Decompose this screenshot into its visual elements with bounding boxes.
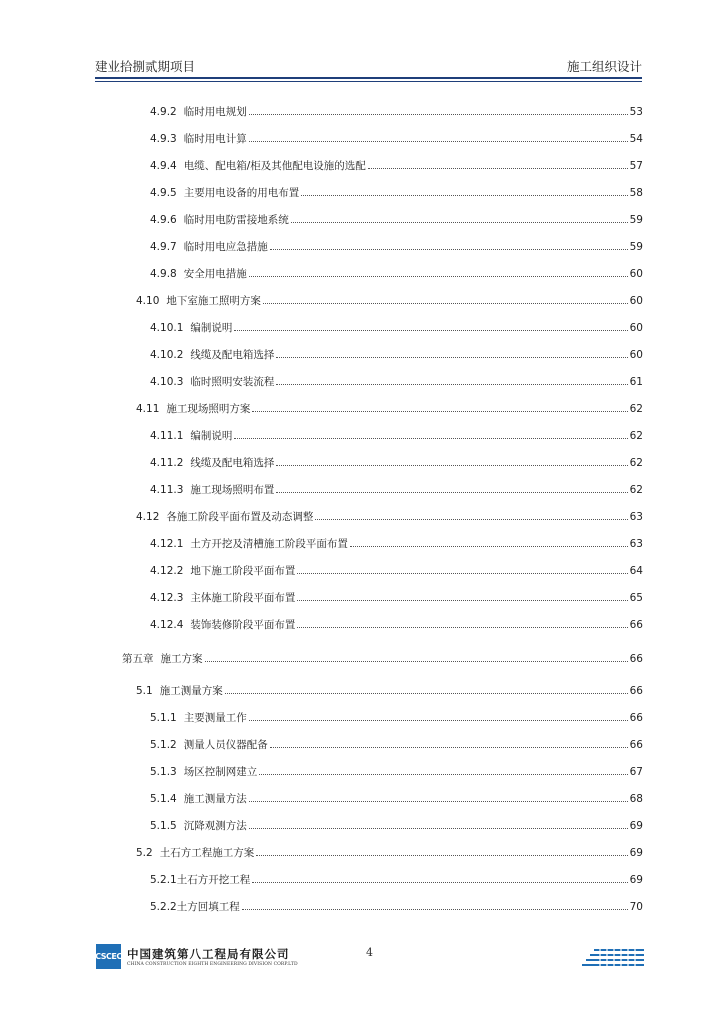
toc-entry-title: 各施工阶段平面布置及动态调整	[166, 511, 314, 523]
toc-entry-title: 线缆及配电箱选择	[190, 457, 275, 469]
company-name-cn: 中国建筑第八工程局有限公司	[127, 947, 290, 961]
toc-entry[interactable]	[136, 293, 643, 307]
header-rule	[95, 77, 642, 79]
toc-entry-number: 4.12.3	[150, 592, 184, 604]
toc-entry-title: 测量人员仪器配备	[183, 739, 268, 751]
toc-entry[interactable]	[150, 563, 643, 577]
toc-entry-page: 62	[629, 457, 643, 469]
toc-entry-number: 5.2	[136, 847, 153, 859]
toc-entry-number: 4.10.2	[150, 349, 184, 361]
cscec-logo	[96, 944, 121, 969]
toc-dot-leader	[297, 573, 627, 574]
toc-entry-page: 66	[629, 739, 643, 751]
toc-entry-title: 编制说明	[190, 322, 233, 334]
toc-dot-leader	[259, 774, 627, 775]
toc-entry[interactable]	[150, 428, 643, 442]
document-title: 施工组织设计	[566, 59, 642, 74]
toc-entry-title: 主体施工阶段平面布置	[190, 592, 296, 604]
toc-dot-leader	[249, 720, 628, 721]
toc-dot-leader	[234, 438, 627, 439]
logo-text: CSCEC	[95, 952, 122, 961]
toc-entry-number: 5.2.1	[150, 874, 177, 886]
toc-entry[interactable]	[150, 482, 643, 496]
toc-entry[interactable]	[150, 764, 643, 778]
toc-entry-title: 临时用电防雷接地系统	[183, 214, 289, 226]
toc-entry-number: 5.1	[136, 685, 153, 697]
toc-entry-title: 场区控制网建立	[183, 766, 258, 778]
toc-dot-leader	[256, 855, 627, 856]
toc-entry-page: 69	[629, 874, 643, 886]
toc-entry[interactable]	[150, 266, 643, 280]
toc-entry-number: 4.12	[136, 511, 160, 523]
toc-dot-leader	[350, 546, 628, 547]
toc-entry-page: 57	[629, 160, 643, 172]
toc-entry[interactable]	[150, 737, 643, 751]
toc-entry-title: 施工方案	[160, 653, 203, 665]
toc-dot-leader	[301, 195, 627, 196]
toc-dot-leader	[276, 465, 627, 466]
toc-entry-title: 沉降观测方法	[183, 820, 247, 832]
toc-entry[interactable]	[136, 509, 643, 523]
toc-dot-leader	[234, 330, 627, 331]
toc-entry-number: 4.9.5	[150, 187, 177, 199]
toc-dot-leader	[368, 168, 628, 169]
toc-entry-page: 69	[629, 847, 643, 859]
toc-dot-leader	[263, 303, 628, 304]
toc-entry-title: 临时用电计算	[183, 133, 247, 145]
toc-dot-leader	[315, 519, 627, 520]
toc-entry-number: 4.9.2	[150, 106, 177, 118]
toc-entry-page: 66	[629, 619, 643, 631]
toc-entry-page: 58	[629, 187, 643, 199]
toc-entry[interactable]	[150, 899, 643, 913]
toc-entry-page: 53	[629, 106, 643, 118]
header-rule-thin	[95, 81, 642, 82]
toc-entry-page: 66	[629, 653, 643, 665]
toc-entry-number: 5.1.1	[150, 712, 177, 724]
toc-entry-number: 4.9.3	[150, 133, 177, 145]
toc-entry-number: 4.11.3	[150, 484, 184, 496]
toc-entry-title: 编制说明	[190, 430, 233, 442]
toc-entry-title: 地下施工阶段平面布置	[190, 565, 296, 577]
toc-dot-leader	[242, 909, 628, 910]
toc-entry-number: 4.9.4	[150, 160, 177, 172]
toc-entry-page: 66	[629, 685, 643, 697]
toc-entry-page: 54	[629, 133, 643, 145]
toc-entry-page: 59	[629, 214, 643, 226]
toc-dot-leader	[252, 411, 627, 412]
toc-entry[interactable]	[150, 590, 643, 604]
toc-entry-title: 电缆、配电箱/柜及其他配电设施的选配	[183, 160, 366, 172]
toc-entry[interactable]	[150, 536, 643, 550]
toc-entry-number: 4.9.6	[150, 214, 177, 226]
toc-entry-title: 安全用电措施	[183, 268, 247, 280]
toc-entry-title: 土方开挖及清槽施工阶段平面布置	[190, 538, 348, 550]
toc-entry-title: 主要测量工作	[183, 712, 247, 724]
toc-entry-page: 60	[629, 268, 643, 280]
toc-entry[interactable]	[150, 104, 643, 118]
toc-dot-leader	[270, 747, 628, 748]
toc-entry[interactable]	[150, 872, 643, 886]
toc-entry[interactable]	[150, 185, 643, 199]
toc-dot-leader	[270, 249, 628, 250]
toc-entry-number: 4.12.2	[150, 565, 184, 577]
toc-entry-page: 62	[629, 403, 643, 415]
toc-dot-leader	[249, 801, 628, 802]
toc-entry-number: 4.9.8	[150, 268, 177, 280]
toc-entry-title: 线缆及配电箱选择	[190, 349, 275, 361]
toc-entry-page: 59	[629, 241, 643, 253]
page-number: 4	[366, 946, 373, 959]
page-header	[95, 55, 642, 77]
toc-entry-number: 5.1.2	[150, 739, 177, 751]
toc-entry-number: 5.1.3	[150, 766, 177, 778]
toc-entry[interactable]	[150, 347, 643, 361]
toc-entry-title: 施工现场照明布置	[190, 484, 275, 496]
toc-entry-number: 4.10	[136, 295, 160, 307]
toc-dot-leader	[249, 114, 628, 115]
toc-entry-number: 第五章	[122, 653, 154, 665]
toc-dot-leader	[291, 222, 628, 223]
toc-dot-leader	[276, 492, 627, 493]
toc-dot-leader	[249, 828, 628, 829]
toc-dot-leader	[205, 661, 628, 662]
toc-entry[interactable]	[136, 845, 643, 859]
toc-entry[interactable]	[150, 374, 643, 388]
toc-dot-leader	[252, 882, 627, 883]
toc-entry-page: 63	[629, 511, 643, 523]
toc-entry-number: 5.1.5	[150, 820, 177, 832]
toc-entry-number: 4.12.1	[150, 538, 184, 550]
toc-entry[interactable]	[150, 455, 643, 469]
toc-entry[interactable]	[150, 239, 643, 253]
toc-entry-number: 4.9.7	[150, 241, 177, 253]
toc-entry-title: 施工测量方案	[159, 685, 223, 697]
toc-entry-page: 62	[629, 430, 643, 442]
toc-entry-title: 装饰装修阶段平面布置	[190, 619, 296, 631]
toc-entry[interactable]	[150, 710, 643, 724]
toc-entry-number: 4.10.3	[150, 376, 184, 388]
toc-entry[interactable]	[136, 683, 643, 697]
toc-entry[interactable]	[150, 131, 643, 145]
toc-dot-leader	[225, 693, 628, 694]
toc-entry-page: 65	[629, 592, 643, 604]
toc-entry-title: 施工测量方法	[183, 793, 247, 805]
toc-entry-number: 4.11.1	[150, 430, 184, 442]
toc-entry[interactable]	[136, 401, 643, 415]
toc-entry[interactable]	[150, 212, 643, 226]
project-title: 建业拾捌贰期项目	[95, 59, 196, 74]
footer-stripes-graphic	[580, 946, 644, 968]
toc-entry-number: 4.12.4	[150, 619, 184, 631]
toc-entry[interactable]	[150, 791, 643, 805]
toc-dot-leader	[249, 141, 628, 142]
company-name-en: CHINA CONSTRUCTION EIGHTH ENGINEERING DIVISION CORP.LTD	[127, 962, 298, 967]
toc-entry-page: 60	[629, 295, 643, 307]
toc-entry-title: 临时用电规划	[183, 106, 247, 118]
toc-dot-leader	[249, 276, 628, 277]
toc-entry-page: 69	[629, 820, 643, 832]
toc-entry-page: 61	[629, 376, 643, 388]
toc-entry-page: 62	[629, 484, 643, 496]
toc-entry-title: 施工现场照明方案	[166, 403, 251, 415]
toc-entry-page: 67	[629, 766, 643, 778]
toc-entry-page: 63	[629, 538, 643, 550]
toc-entry-page: 70	[629, 901, 643, 913]
toc-entry-page: 60	[629, 322, 643, 334]
toc-entry-title: 临时用电应急措施	[183, 241, 268, 253]
toc-entry-title: 临时照明安装流程	[190, 376, 275, 388]
toc-entry-number: 5.1.4	[150, 793, 177, 805]
toc-entry[interactable]	[150, 818, 643, 832]
toc-entry-page: 66	[629, 712, 643, 724]
toc-entry-title: 土方回填工程	[176, 901, 240, 913]
toc-entry-page: 68	[629, 793, 643, 805]
toc-entry[interactable]	[150, 320, 643, 334]
toc-entry-page: 60	[629, 349, 643, 361]
toc-dot-leader	[297, 627, 627, 628]
toc-entry-title: 土石方工程施工方案	[159, 847, 255, 859]
toc-dot-leader	[297, 600, 627, 601]
toc-dot-leader	[276, 384, 627, 385]
toc-entry-title: 土石方开挖工程	[176, 874, 251, 886]
toc-dot-leader	[276, 357, 627, 358]
toc-entry[interactable]	[150, 617, 643, 631]
toc-entry-title: 主要用电设备的用电布置	[183, 187, 300, 199]
toc-entry-number: 4.11	[136, 403, 160, 415]
toc-entry-page: 64	[629, 565, 643, 577]
toc-entry[interactable]	[122, 651, 643, 665]
toc-entry-number: 5.2.2	[150, 901, 177, 913]
toc-entry-number: 4.10.1	[150, 322, 184, 334]
toc-entry-number: 4.11.2	[150, 457, 184, 469]
toc-entry[interactable]	[150, 158, 643, 172]
toc-entry-title: 地下室施工照明方案	[166, 295, 261, 307]
